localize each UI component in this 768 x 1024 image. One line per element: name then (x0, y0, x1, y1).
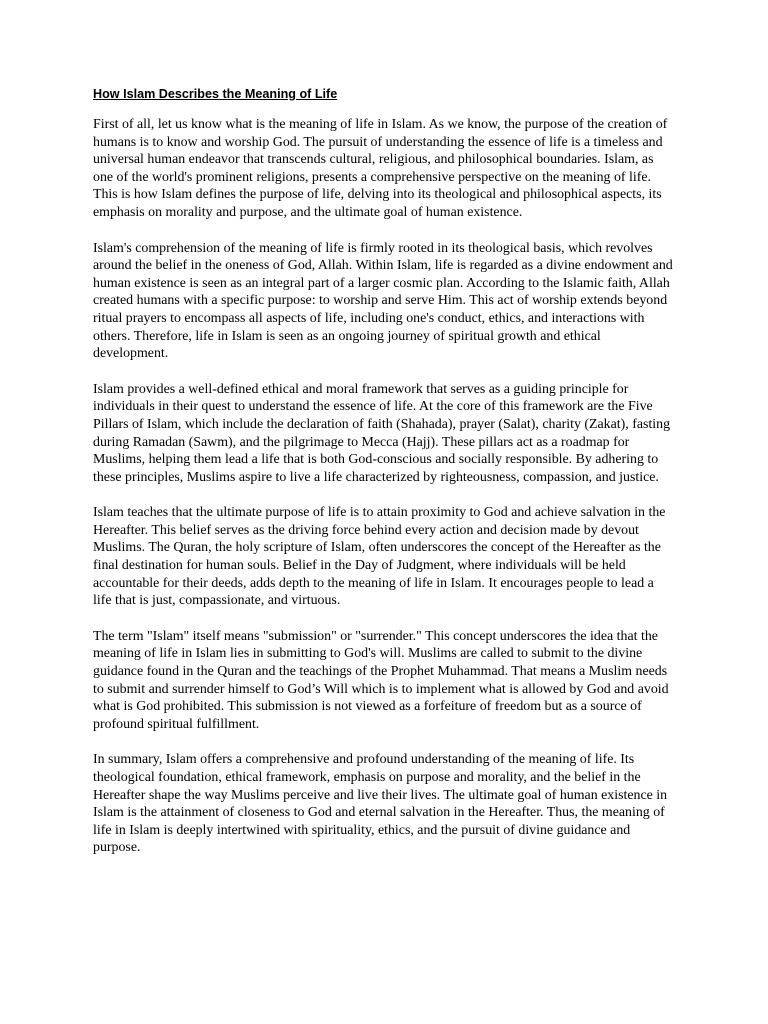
document-title: How Islam Describes the Meaning of Life (93, 87, 338, 101)
paragraph-intro: First of all, let us know what is the meaning of life in Islam. As we know, the purpose of the creation of humans is to know and worship God. The pursuit of understanding the essence of life is a timeless and universal human endeavor that transcends cultural, religious, and philosophical boundaries. Islam, as one of the world's prominent religions, presents a comprehensive perspective on the meaning of life. This is how Islam defines the purpose of life, delving into its theological and philosophical aspects, its emphasis on morality and purpose, and the ultimate goal of human existence. (93, 117, 668, 220)
paragraph-hereafter: Islam teaches that the ultimate purpose of life is to attain proximity to God and achieve salvation in the Hereafter. This belief serves as the driving force behind every action and decision made by devout Muslims. The Quran, the holy scripture of Islam, often underscores the concept of the Hereafter as the final destination for human souls. Belief in the Day of Judgment, where individuals will be held accountable for their deeds, adds depth to the meaning of life in Islam. It encourages people to lead a life that is just, compassionate, and virtuous. (93, 505, 666, 609)
paragraph-submission: The term "Islam" itself means "submission" or "surrender." This concept underscores the idea that the meaning of life in Islam lies in submitting to God's will. Muslims are called to submit to the divine guidance found in the Quran and the teachings of the Prophet Muhammad. That means a Muslim needs to submit and surrender himself to God’s Will which is to implement what is allowed by God and avoid what is God prohibited. This submission is not viewed as a forfeiture of freedom but as a source of profound spiritual fulfillment. (93, 628, 669, 732)
paragraph-summary: In summary, Islam offers a comprehensive and profound understanding of the meaning of life. Its theological foundation, ethical framework, emphasis on purpose and morality, and the belief in the Hereafter shape the way Muslims perceive and live their lives. The ultimate goal of human existence in Islam is the attainment of closeness to God and eternal salvation in the Hereafter. Thus, the meaning of life in Islam is deeply intertwined with spirituality, ethics, and the pursuit of divine guidance and purpose. (93, 752, 668, 856)
document-body (93, 86, 675, 875)
paragraph-ethics: Islam provides a well-defined ethical and moral framework that serves as a guiding principle for individuals in their quest to understand the essence of life. At the core of this framework are the Five Pillars of Islam, which include the declaration of faith (Shahada), prayer (Salat), charity (Zakat), fasting during Ramadan (Sawm), and the pilgrimage to Mecca (Hajj). These pillars act as a roadmap for Muslims, helping them lead a life that is both God-conscious and socially responsible. By adhering to these principles, Muslims aspire to live a life characterized by righteousness, compassion, and justice. (93, 381, 671, 485)
paragraph-theology: Islam's comprehension of the meaning of life is firmly rooted in its theological basis, which revolves around the belief in the oneness of God, Allah. Within Islam, life is regarded as a divine endowment and human existence is seen as an integral part of a larger cosmic plan. According to the Islamic faith, Allah created humans with a specific purpose: to worship and serve Him. This act of worship extends beyond ritual prayers to encompass all aspects of life, including one's conduct, ethics, and interactions with others. Therefore, life in Islam is seen as an ongoing journey of spiritual growth and ethical development. (93, 240, 673, 362)
